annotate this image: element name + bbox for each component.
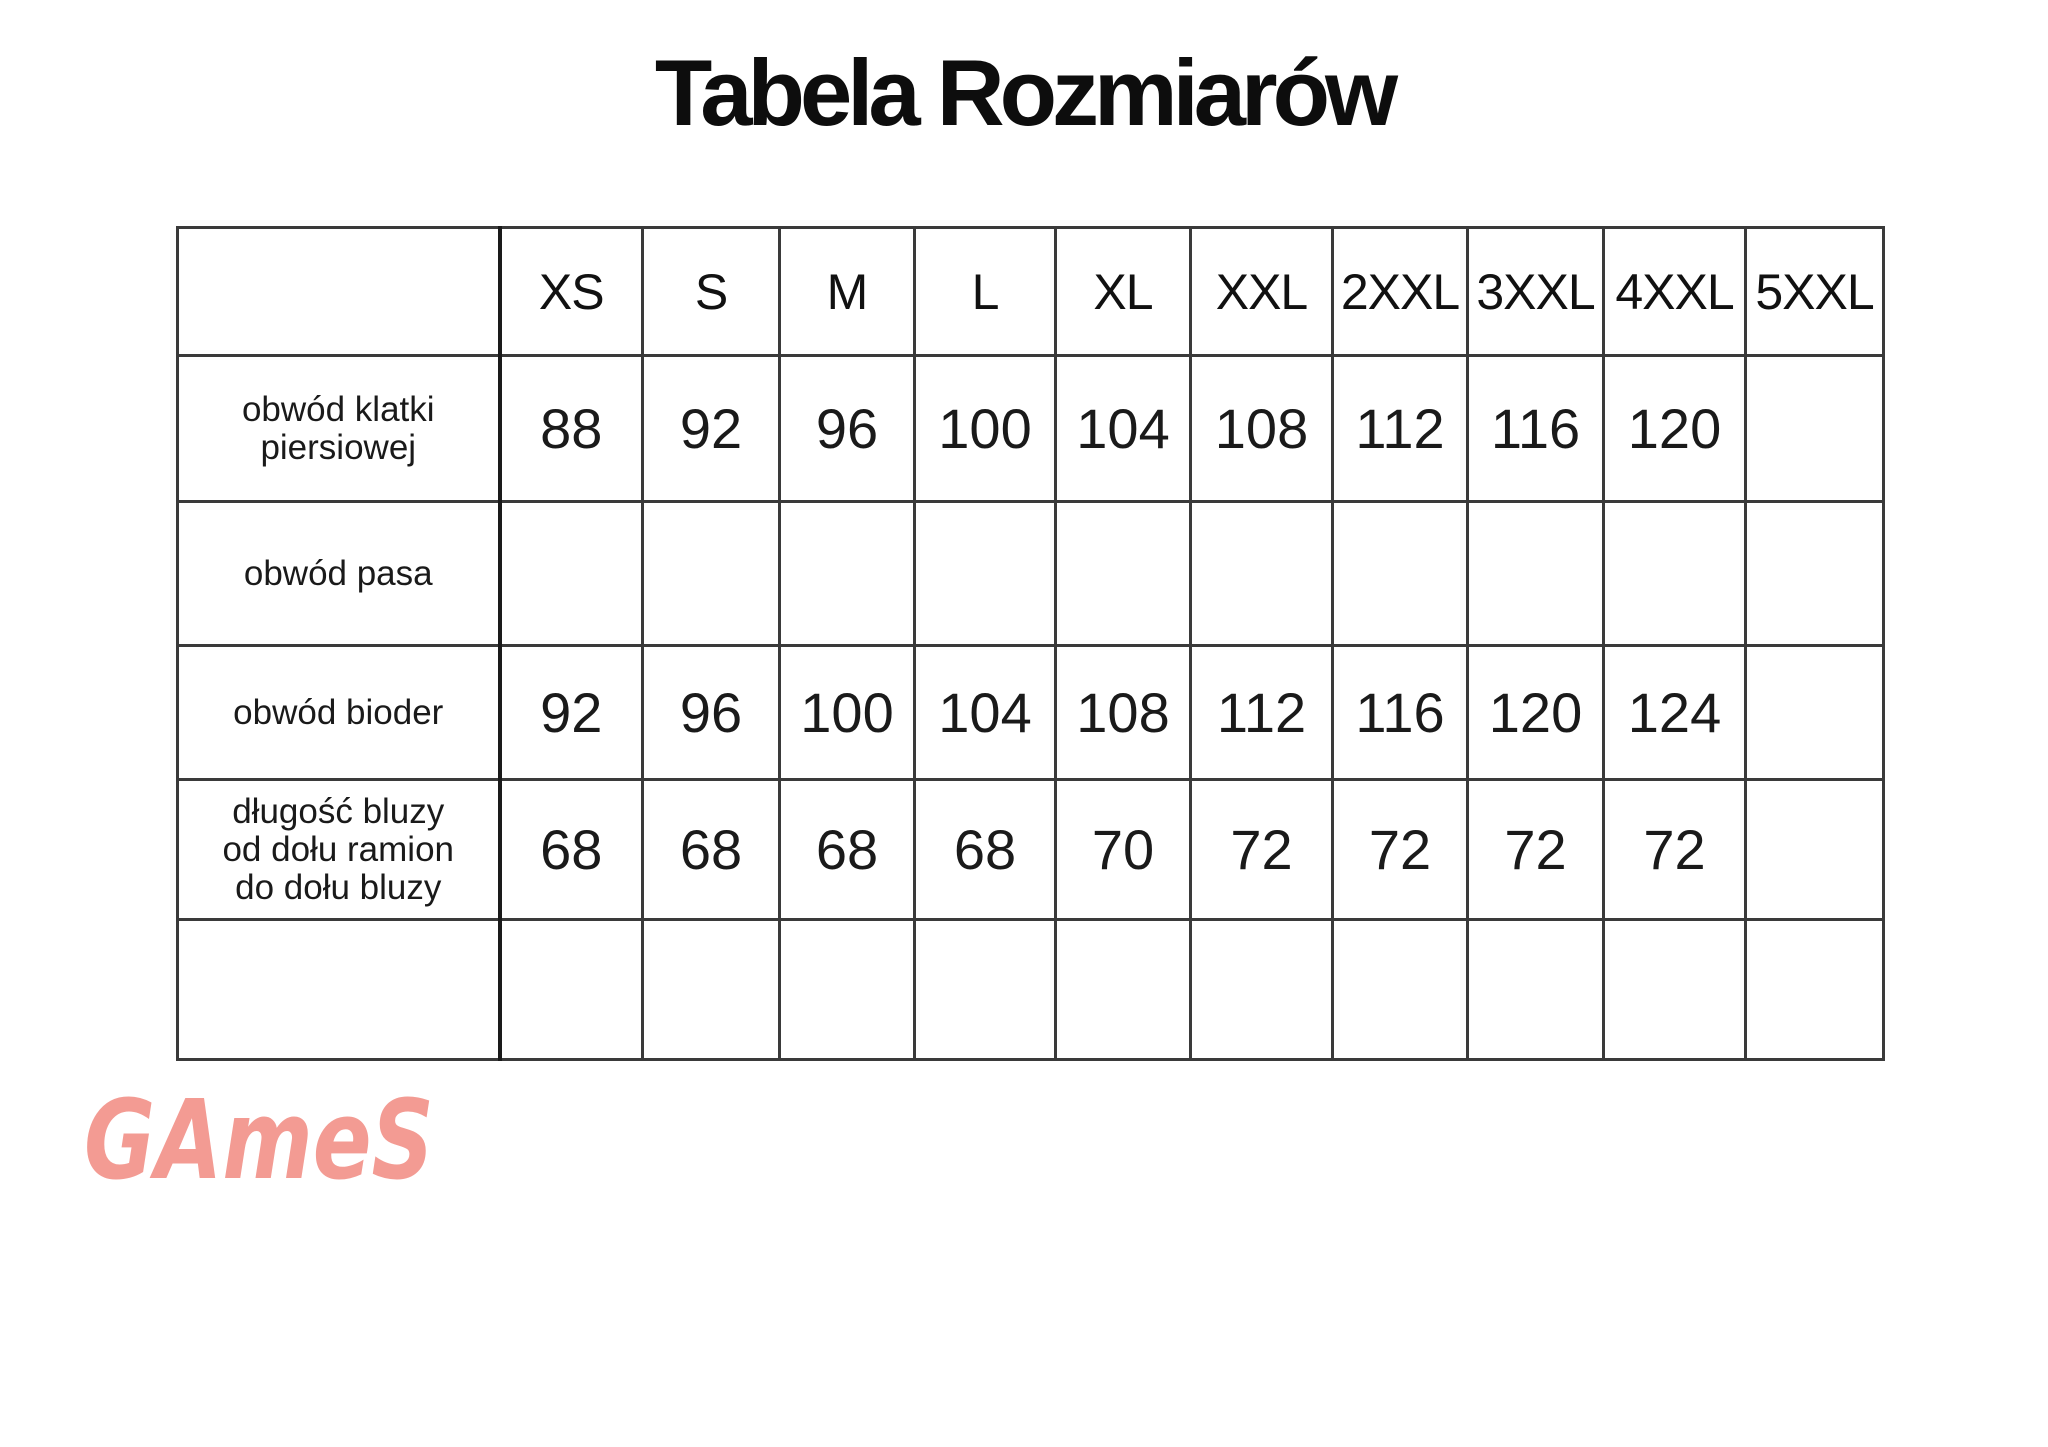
table-cell: 112 [1333,356,1468,502]
table-cell [500,502,643,646]
table-cell [1604,502,1746,646]
row-label-length: długość bluzy od dołu ramion do dołu bluzy [178,780,500,920]
size-header-m: M [780,228,915,356]
table-cell: 92 [643,356,780,502]
table-cell: 100 [915,356,1056,502]
table-cell [1746,646,1884,780]
table-cell: 120 [1604,356,1746,502]
size-header-s: S [643,228,780,356]
row-label-empty [178,920,500,1060]
table-cell [1746,780,1884,920]
table-cell: 100 [780,646,915,780]
size-header-5xxl: 5XXL [1746,228,1884,356]
table-cell: 116 [1468,356,1604,502]
table-cell [1468,920,1604,1060]
table-cell: 96 [643,646,780,780]
table-cell: 68 [643,780,780,920]
table-cell [1191,502,1333,646]
table-cell: 68 [915,780,1056,920]
table-cell [643,920,780,1060]
table-cell [1191,920,1333,1060]
size-chart-table [176,226,1885,1061]
logo-text: GAmeS [84,1076,434,1204]
blank-area [520,1090,1540,1320]
table-cell: 108 [1056,646,1191,780]
row-label-hips: obwód bioder [178,646,500,780]
table-cell: 72 [1468,780,1604,920]
table-cell: 96 [780,356,915,502]
table-cell [1056,920,1191,1060]
table-cell: 68 [500,780,643,920]
size-header-4xxl: 4XXL [1604,228,1746,356]
page-title: Tabela Rozmiarów [654,40,1394,145]
table-cell [1746,920,1884,1060]
size-header-3xxl: 3XXL [1468,228,1604,356]
table-cell [643,502,780,646]
table-cell: 72 [1333,780,1468,920]
table-cell: 88 [500,356,643,502]
table-cell [780,502,915,646]
table-cell [1056,502,1191,646]
table-cell [915,920,1056,1060]
size-header-row [178,228,1884,356]
corner-cell [178,228,500,356]
size-header-l: L [915,228,1056,356]
table-cell: 112 [1191,646,1333,780]
table-cell [1333,502,1468,646]
table-cell: 124 [1604,646,1746,780]
table-cell: 70 [1056,780,1191,920]
table-cell [1746,356,1884,502]
row-label-waist: obwód pasa [178,502,500,646]
size-header-2xxl: 2XXL [1333,228,1468,356]
row-label-chest: obwód klatki piersiowej [178,356,500,502]
table-row-length [178,780,1884,920]
size-header-xs: XS [500,228,643,356]
table-cell [1746,502,1884,646]
size-header-xl: XL [1056,228,1191,356]
table-cell: 92 [500,646,643,780]
table-cell: 104 [1056,356,1191,502]
table-cell [500,920,643,1060]
table-cell [1604,920,1746,1060]
games-logo [80,1076,440,1204]
table-cell: 68 [780,780,915,920]
table-row-hips [178,646,1884,780]
table-cell: 104 [915,646,1056,780]
size-header-xxl: XXL [1191,228,1333,356]
table-cell [1468,502,1604,646]
table-cell: 108 [1191,356,1333,502]
table-cell [780,920,915,1060]
table-cell: 72 [1604,780,1746,920]
table-cell: 72 [1191,780,1333,920]
table-row-empty [178,920,1884,1060]
table-cell [915,502,1056,646]
table-row-chest [178,356,1884,502]
table-cell: 120 [1468,646,1604,780]
table-row-waist [178,502,1884,646]
table-cell: 116 [1333,646,1468,780]
table-cell [1333,920,1468,1060]
